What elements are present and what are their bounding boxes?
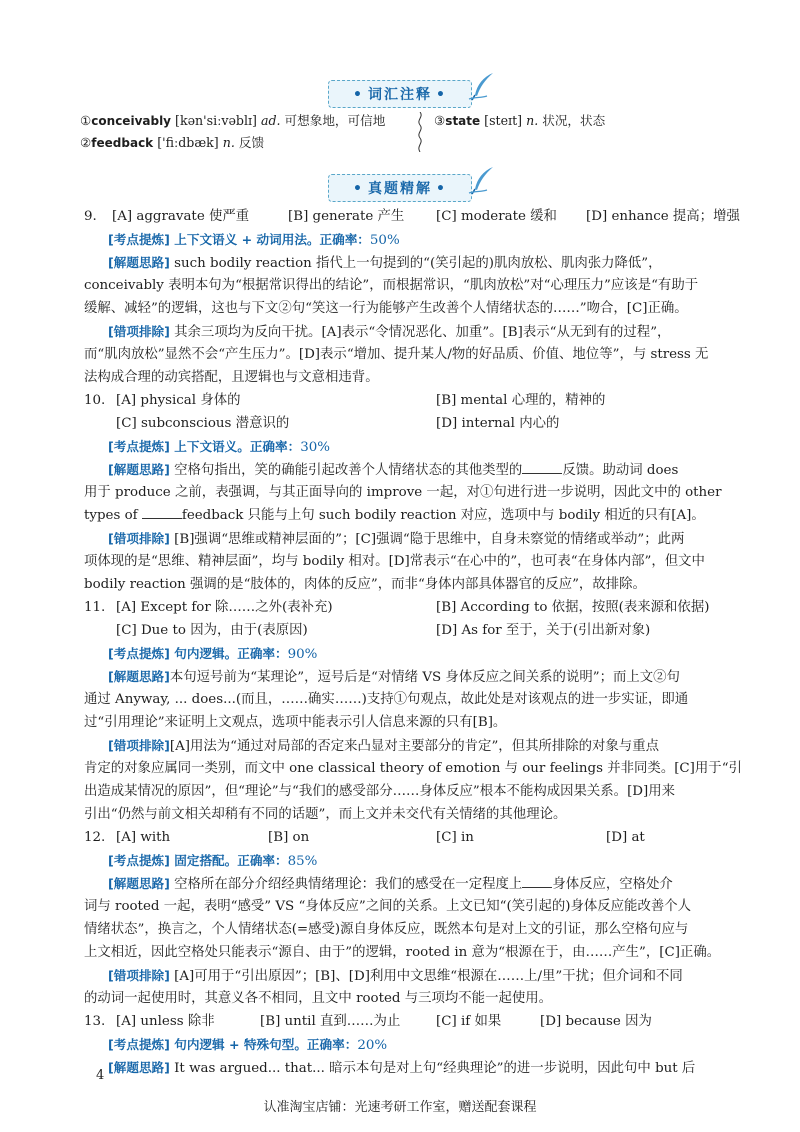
- q12-exclusion-line: [错项排除] [A]可用于“引出原因”；[B]、[D]利用中文思维“根源在……上/里”干扰；但介词和不同: [108, 968, 683, 984]
- q9-exclusion-line: 法构成合理的动宾搭配，且逻辑也与文意相违背。: [84, 370, 379, 385]
- quill-icon: [467, 165, 497, 195]
- vocab-header-text: 词汇注释: [368, 87, 432, 103]
- q11-exclusion-line: [错项排除][A]用法为“通过对局部的否定来凸显对主要部分的肯定”，但其所排除的对象与重点: [108, 738, 659, 754]
- q12-options: 12. [A] with [B] on [C] in [D] at: [84, 830, 645, 845]
- q11-exclusion-line: 肯定的对象应属同一类别，而文中 one classical theory of emotion 与 our feelings 并非同类。[C]用于“引: [84, 761, 742, 776]
- blank-line: [142, 506, 182, 519]
- q10-analysis-line: types of feedback 只能与上句 such bodily reaction 对应，选项中与 bodily 相近的只有[A]。: [84, 508, 705, 523]
- q10-exclusion-line: [错项排除] [B]强调“思维或精神层面的”；[C]强调“隐于思维中，自身未察觉的情绪或举动”；此两: [108, 531, 685, 547]
- q10-exclusion-line: bodily reaction 强调的是“肢体的，肉体的反应”，而非“身体内部具体器官的反应”，故排除。: [84, 577, 646, 592]
- q11-options: 11. [A] Except for 除……之外(表补充) [B] According to 依据，按照(表来源和依据): [84, 600, 710, 615]
- quill-icon: [467, 71, 497, 101]
- q12-analysis-line: 词与 rooted 一起，表明“感受” VS “身体反应”之间的关系。上文已知“(笑引起的)身体反应能改善个人: [84, 899, 692, 914]
- q9-tag: [考点提炼] 上下文语义 + 动词用法。正确率：50%: [108, 232, 400, 248]
- q13-options: 13. [A] unless 除非 [B] until 直到……为止 [C] if 如果 [D] because 因为: [84, 1014, 652, 1029]
- divider-squiggle: [415, 112, 425, 152]
- q12-analysis-line: [解题思路] 空格所在部分介绍经典情绪理论：我们的感受在一定程度上 身体反应，空格处介: [108, 876, 673, 892]
- q11-tag: [考点提炼] 句内逻辑。正确率：90%: [108, 646, 318, 662]
- q9-analysis-line: conceivably 表明本句为“根据常识得出的结论”，而根据常识，“肌肉放松”对“心理压力”应该是“有助于: [84, 278, 699, 293]
- q10-exclusion-line: 项体现的是“思维、精神层面”，均与 bodily 相对。[D]常表示“在心中的”，也可表“在身体内部”，但文中: [84, 554, 705, 569]
- q11-exclusion-line: 引出“仍然与前文相关却稍有不同的话题”，而上文并未交代有关情绪的其他理论。: [84, 807, 567, 822]
- q11-options: [C] Due to 因为，由于(表原因) [D] As for 至于，关于(引出新对象): [116, 623, 651, 638]
- q11-analysis-line: 通过 Anyway, ... does...(而且，……确实……)支持①句观点，故此处是对该观点的进一步实证，即通: [84, 692, 689, 707]
- vocab-item: ②feedback ['fiːdbæk] n. 反馈: [80, 135, 265, 150]
- q12-analysis-line: 上文相近，因此空格处只能表示“源自、由于”的逻辑，rooted in 意为“根源在于，由……产生”，[C]正确。: [84, 945, 721, 960]
- vocab-section-header: • 词汇注释 •: [0, 80, 800, 108]
- q10-options: 10. [A] physical 身体的 [B] mental 心理的，精神的: [84, 393, 606, 408]
- q11-exclusion-line: 出造成某情况的原因”，但“理论”与“我们的感受部分……身体反应”根本不能构成因果关系。[D]用来: [84, 784, 676, 799]
- q12-analysis-line: 情绪状态”，换言之，个人情绪状态(=感受)源自身体反应，既然本句是对上文的引证，那么空格句应与: [84, 922, 689, 937]
- page-number: 4: [96, 1068, 105, 1083]
- vocab-item: ③state [steɪt] n. 状况，状态: [434, 113, 606, 128]
- q9-exclusion-line: 而“肌肉放松”显然不会“产生压力”。[D]表示“增加、提升某人/物的好品质、价值、地位等”，与 stress 无: [84, 347, 709, 362]
- q13-tag: [考点提炼] 句内逻辑 + 特殊句型。正确率：20%: [108, 1037, 388, 1053]
- vocab-item: ①conceivably [kən'siːvəblɪ] ad. 可想象地，可信地: [80, 113, 386, 128]
- q12-tag: [考点提炼] 固定搭配。正确率：85%: [108, 853, 318, 869]
- q9-analysis-line: [解题思路] such bodily reaction 指代上一句提到的“(笑引起的)肌肉放松、肌肉张力降低”，: [108, 255, 662, 271]
- q12-exclusion-line: 的动词一起使用时，其意义各不相同，且文中 rooted 与三项均不能一起使用。: [84, 991, 553, 1006]
- q10-options: [C] subconscious 潜意识的 [D] internal 内心的: [116, 416, 560, 431]
- q9-analysis-line: 缓解、减轻”的逻辑，这也与下文②句“笑这一行为能够产生改善个人情绪状态的……”吻合，[C]正确。: [84, 301, 688, 316]
- q10-analysis-line: [解题思路] 空格句指出，笑的确能引起改善个人情绪状态的其他类型的 反馈。助动词 does: [108, 462, 679, 478]
- blank-line: [522, 875, 552, 888]
- analysis-header-text: 真题精解: [368, 181, 432, 197]
- q13-analysis-line: [解题思路] It was argued... that... 暗示本句是对上句“经典理论”的进一步说明，因此句中 but 后: [108, 1060, 696, 1076]
- q10-analysis-line: 用于 produce 之前，表强调，与其正面导向的 improve 一起，对①句进行进一步说明，因此文中的 other: [84, 485, 722, 500]
- blank-line: [522, 461, 562, 474]
- footer-text: 认准淘宝店铺：光速考研工作室，赠送配套课程: [263, 1100, 537, 1115]
- analysis-section-header: • 真题精解 •: [0, 174, 800, 202]
- q11-analysis-line: [解题思路]本句逗号前为“某理论”，逗号后是“对情绪 VS 身体反应之间关系的说明”；而上文②句: [108, 669, 680, 685]
- q10-tag: [考点提炼] 上下文语义。正确率：30%: [108, 439, 330, 455]
- q9-exclusion-line: [错项排除] 其余三项均为反向干扰。[A]表示“令情况恶化、加重”。[B]表示“从无到有的过程”，: [108, 324, 671, 340]
- q11-analysis-line: 过“引用理论”来证明上文观点，选项中能表示引人信息来源的只有[B]。: [84, 715, 507, 730]
- q9-options: 9. [A] aggravate 使严重 [B] generate 产生 [C] moderate 缓和 [D] enhance 提高；增强: [84, 209, 740, 224]
